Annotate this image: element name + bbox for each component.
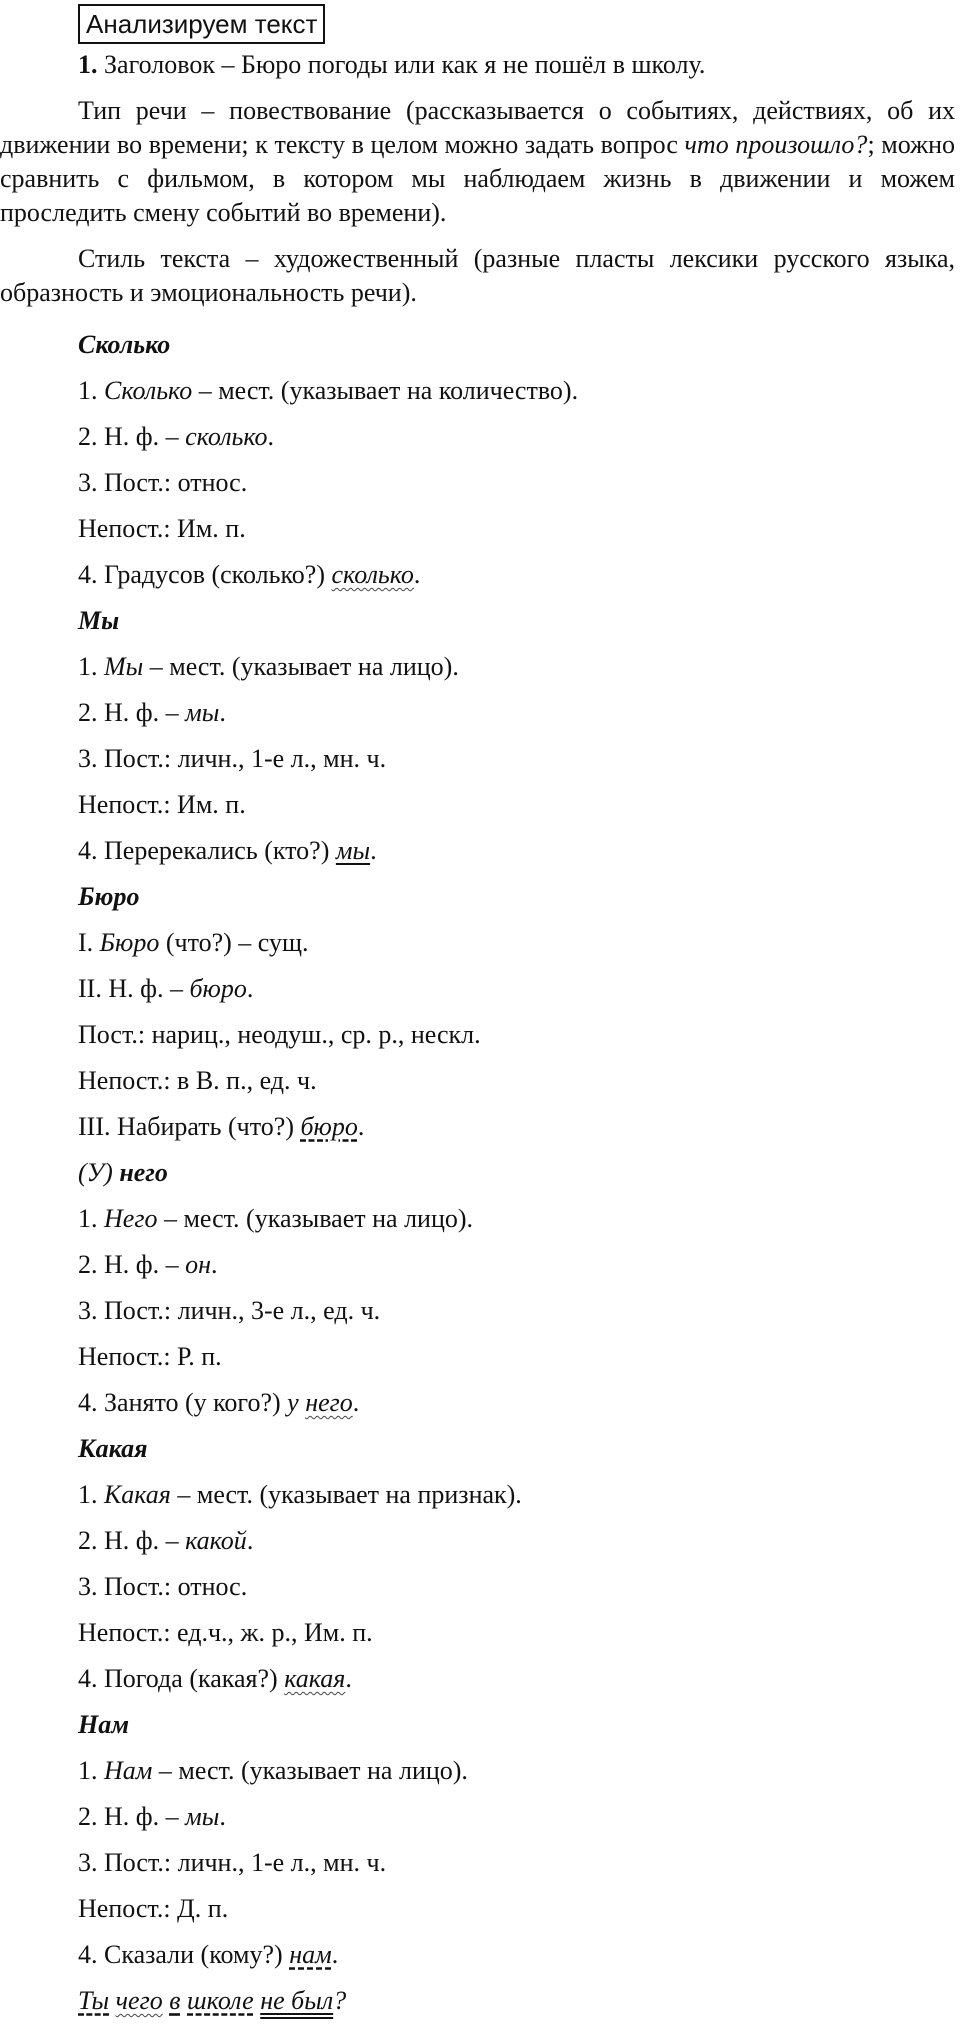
analysis-line: 1. Сколько – мест. (указывает на количество). (78, 376, 579, 405)
word-heading: (У) него (78, 1158, 168, 1187)
analysis-line: 3. Пост.: личн., 3-е л., ед. ч. (78, 1296, 381, 1325)
analysis-block-byuro (0, 874, 955, 1150)
syntactic-underline-wavy: него (305, 1388, 353, 1417)
syntactic-underline-solid: мы (335, 836, 371, 865)
analysis-block-skolko (0, 322, 955, 598)
analysis-line: Пост.: нариц., неодуш., ср. р., нескл. (78, 1020, 481, 1049)
analysis-line: 1. Него – мест. (указывает на лицо). (78, 1204, 474, 1233)
analysis-line: Непост.: ед.ч., ж. р., Им. п. (78, 1618, 373, 1647)
document-body (0, 48, 955, 2024)
item-number: 1. (78, 50, 98, 79)
syntactic-underline-dashed: нам (289, 1940, 332, 1969)
word-heading: Бюро (78, 882, 140, 911)
word-heading: Какая (78, 1434, 148, 1463)
analysis-line: II. Н. ф. – бюро. (78, 974, 254, 1003)
analysis-line: 4. Погода (какая?) какая. (78, 1664, 352, 1693)
analysis-line: 4. Градусов (сколько?) сколько. (78, 560, 421, 589)
analysis-block-nego (0, 1150, 955, 1426)
analysis-line: 2. Н. ф. – мы. (78, 698, 226, 727)
word-heading: Нам (78, 1710, 130, 1739)
analysis-line: 1. Мы – мест. (указывает на лицо). (78, 652, 459, 681)
analysis-line: Непост.: Р. п. (78, 1342, 222, 1371)
analysis-line: 1. Нам – мест. (указывает на лицо). (78, 1756, 468, 1785)
analysis-line: 4. Сказали (кому?) нам. (78, 1940, 339, 1969)
syntactic-underline-wavy: сколько (331, 560, 414, 589)
analysis-line: 4. Перерекались (кто?) мы. (78, 836, 377, 865)
section-title-box: Анализируем текст (78, 4, 325, 44)
speech-type-paragraph: Тип речи – повествование (рассказывается о событиях, действиях, об их движении во времени; к тексту в целом можно задать вопрос что произошло?; можно сравнить с фильмом, в котором мы наблюдаем жизнь в движении и можем проследить смену событий во времени). (0, 96, 955, 227)
title-paragraph: 1. Заголовок – Бюро погоды или как я не пошёл в школу. (78, 50, 706, 79)
analysis-line: 1. Какая – мест. (указывает на признак). (78, 1480, 522, 1509)
parsed-sentence: Ты чего в школе не был? (78, 1986, 347, 2015)
analysis-line: Непост.: Д. п. (78, 1894, 229, 1923)
analysis-line: 3. Пост.: относ. (78, 468, 248, 497)
analysis-line: 2. Н. ф. – мы. (78, 1802, 226, 1831)
syntactic-underline-dashed: бюро (300, 1112, 358, 1141)
analysis-line: 2. Н. ф. – какой. (78, 1526, 254, 1555)
analysis-block-kakaya (0, 1426, 955, 1702)
analysis-line: Непост.: в В. п., ед. ч. (78, 1066, 317, 1095)
word-heading: Мы (78, 606, 120, 635)
word-heading: Сколько (78, 330, 171, 359)
analysis-block-my (0, 598, 955, 874)
analysis-line: 2. Н. ф. – сколько. (78, 422, 275, 451)
text-style-paragraph: Стиль текста – художественный (разные пласты лексики русского языка, образность и эмоциональность речи). (0, 244, 955, 307)
analysis-line: 3. Пост.: личн., 1-е л., мн. ч. (78, 744, 387, 773)
syntactic-underline-wavy: какая (284, 1664, 346, 1693)
analysis-line: Непост.: Им. п. (78, 790, 246, 819)
analysis-line: I. Бюро (что?) – сущ. (78, 928, 309, 957)
analysis-line: 3. Пост.: относ. (78, 1572, 248, 1601)
analysis-block-nam (0, 1702, 955, 1978)
analysis-line: 2. Н. ф. – он. (78, 1250, 218, 1279)
analysis-line: 3. Пост.: личн., 1-е л., мн. ч. (78, 1848, 387, 1877)
analysis-line: III. Набирать (что?) бюро. (78, 1112, 365, 1141)
analysis-line: 4. Занято (у кого?) у него. (78, 1388, 360, 1417)
analysis-line: Непост.: Им. п. (78, 514, 246, 543)
